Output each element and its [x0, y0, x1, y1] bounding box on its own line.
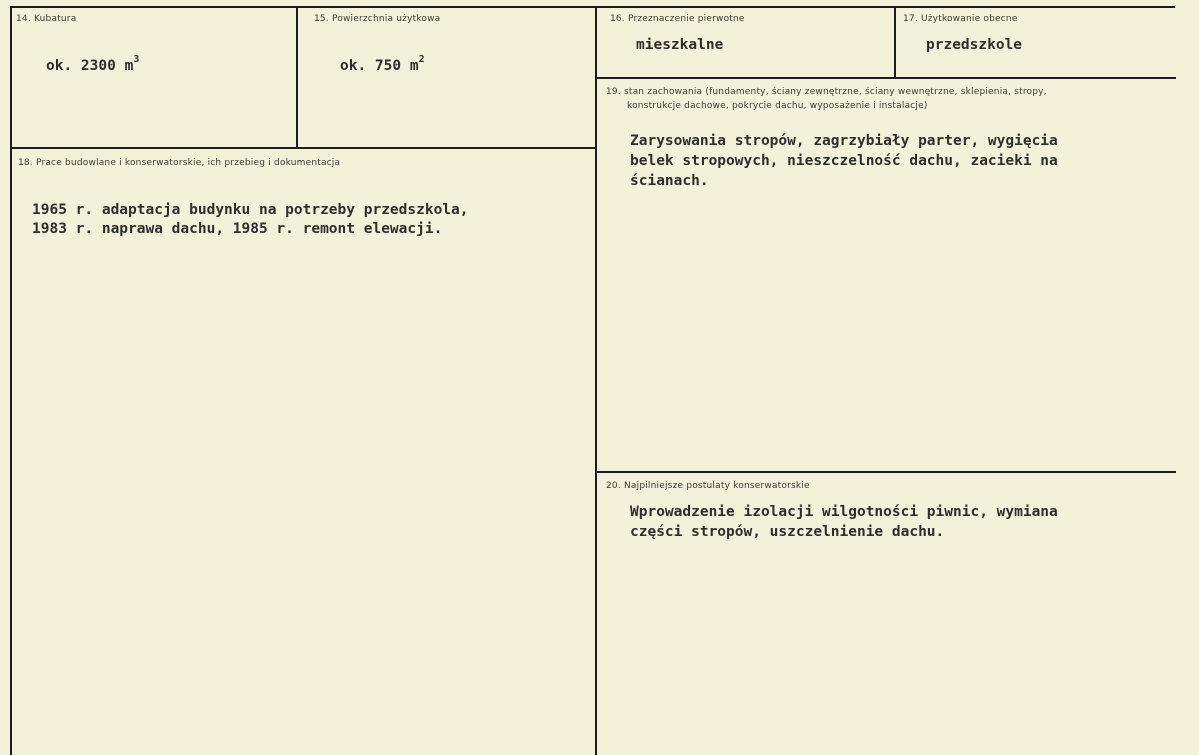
- field-16-label: 16. Przeznaczenie pierwotne: [610, 14, 745, 24]
- field-20-label: 20. Najpilniejsze postulaty konserwatorskie: [606, 481, 810, 491]
- field-20-line-2: części stropów, uszczelnienie dachu.: [630, 524, 945, 540]
- field-19-line-2: belek stropowych, nieszczelność dachu, zacieki na: [630, 153, 1058, 169]
- field-14-unit-sup: 3: [133, 54, 140, 65]
- field-18-label: 18. Prace budowlane i konserwatorskie, ich przebieg i dokumentacja: [18, 158, 341, 168]
- top-border: [10, 6, 1175, 8]
- field-18-line-2: 1983 r. naprawa dachu, 1985 r. remont elewacji.: [32, 221, 443, 237]
- field-18-line-1: 1965 r. adaptacja budynku na potrzeby przedszkola,: [32, 202, 469, 218]
- row-divider-right-top: [595, 77, 1176, 79]
- divider-16-17: [894, 6, 896, 78]
- center-divider: [595, 6, 597, 755]
- field-19-line-3: ścianach.: [630, 173, 709, 189]
- field-19-label-line-2: konstrukcje dachowe, pokrycie dachu, wyposażenie i instalacje): [627, 101, 928, 111]
- field-15-unit-sup: 2: [418, 54, 425, 65]
- field-17-label: 17. Użytkowanie obecne: [903, 14, 1018, 24]
- field-14-label: 14. Kubatura: [16, 14, 77, 24]
- row-divider-right-mid: [595, 471, 1176, 473]
- field-15-value: [340, 52, 425, 76]
- field-15-value-text: ok. 750 m: [340, 57, 419, 74]
- field-17-value: przedszkole: [926, 37, 1023, 53]
- field-19-label-line-1: 19. stan zachowania (fundamenty, ściany zewnętrzne, ściany wewnętrzne, sklepienia, stropy,: [606, 87, 1047, 97]
- left-border: [10, 6, 12, 755]
- field-20-line-1: Wprowadzenie izolacji wilgotności piwnic, wymiana: [630, 504, 1058, 520]
- row-divider-left: [10, 147, 597, 149]
- field-14-value-text: ok. 2300 m: [46, 57, 134, 74]
- field-19-line-1: Zarysowania stropów, zagrzybiały parter, wygięcia: [630, 133, 1058, 149]
- divider-14-15: [296, 6, 298, 148]
- field-16-value: mieszkalne: [636, 37, 724, 53]
- field-15-label: 15. Powierzchnia użytkowa: [314, 14, 441, 24]
- field-14-value: [46, 52, 139, 76]
